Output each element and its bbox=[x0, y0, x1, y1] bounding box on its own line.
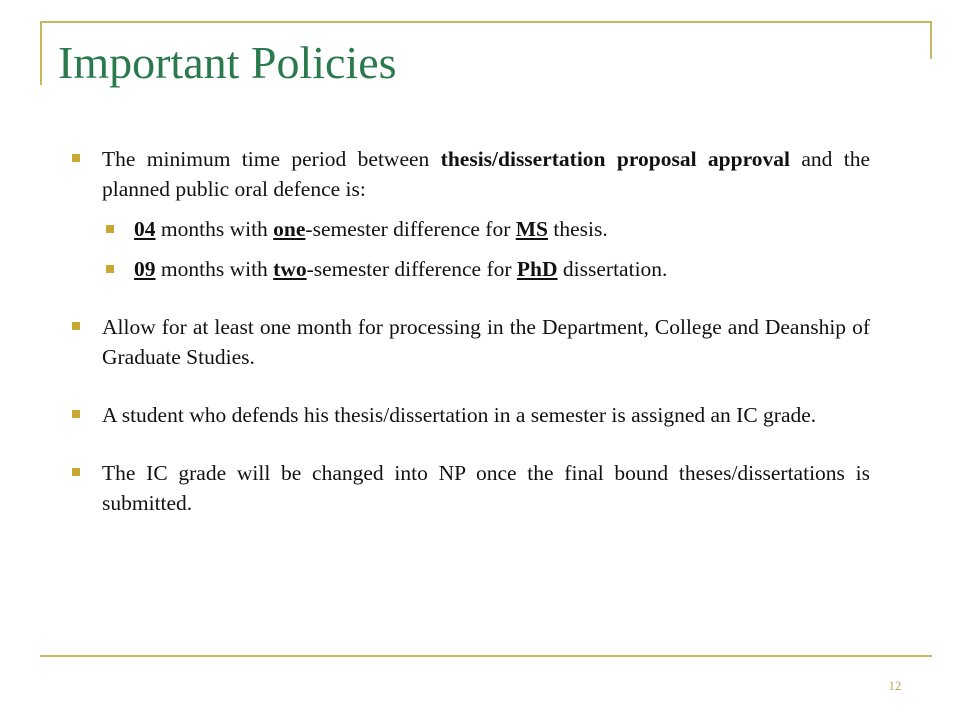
spacer bbox=[62, 430, 870, 458]
text: The IC grade will be changed into NP once the final bound theses/dissertations is submitted. bbox=[102, 461, 870, 515]
text: A student who defends his thesis/dissertation in a semester is assigned an IC grade. bbox=[102, 403, 817, 427]
text: Allow for at least one month for processing in the Department, College and Deanship of Graduate Studies. bbox=[102, 315, 870, 369]
text-bold: thesis/dissertation proposal approval bbox=[440, 147, 790, 171]
text: The minimum time period between bbox=[102, 147, 441, 171]
degree: PhD bbox=[516, 257, 558, 281]
page-number: 12 bbox=[888, 678, 902, 693]
semester-count: one bbox=[273, 217, 306, 241]
sub-bullet-phd bbox=[62, 254, 870, 284]
text: months with bbox=[155, 217, 274, 241]
text: -semester difference for bbox=[305, 217, 516, 241]
text: dissertation. bbox=[557, 257, 668, 281]
text: and the planned public oral defence is: bbox=[102, 147, 871, 201]
text: thesis. bbox=[547, 217, 608, 241]
frame-left-line bbox=[40, 21, 42, 85]
months-value: 04 bbox=[134, 217, 156, 241]
frame-right-line bbox=[930, 21, 932, 59]
square-bullet-icon bbox=[106, 225, 114, 233]
frame-top-line bbox=[40, 21, 932, 23]
square-bullet-icon bbox=[72, 154, 80, 162]
bullet-item-time-period bbox=[62, 144, 870, 204]
sub-bullet-ms bbox=[62, 214, 870, 244]
spacer bbox=[62, 372, 870, 400]
square-bullet-icon bbox=[106, 265, 114, 273]
square-bullet-icon bbox=[72, 322, 80, 330]
bullet-item-processing bbox=[62, 312, 870, 372]
bullet-list bbox=[62, 144, 870, 518]
degree: MS bbox=[515, 217, 548, 241]
text: months with bbox=[155, 257, 274, 281]
frame-bottom-line bbox=[40, 655, 932, 657]
square-bullet-icon bbox=[72, 410, 80, 418]
bullet-item-ic-grade bbox=[62, 400, 870, 430]
slide-title: Important Policies bbox=[58, 37, 397, 88]
months-value: 09 bbox=[134, 257, 156, 281]
bullet-item-np-change bbox=[62, 458, 870, 518]
square-bullet-icon bbox=[72, 468, 80, 476]
semester-count: two bbox=[273, 257, 307, 281]
spacer bbox=[62, 284, 870, 312]
text: -semester difference for bbox=[306, 257, 517, 281]
